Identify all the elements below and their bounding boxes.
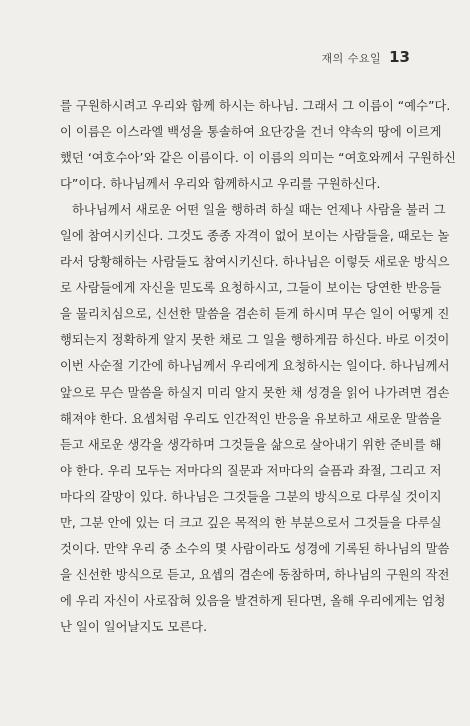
text-line: 해져야 한다. 요셉처럼 우리도 인간적인 반응을 유보하고 새로운 말씀을 [60, 411, 442, 426]
text-line: 했던 ‘여호수아’와 같은 이름이다. 이 이름의 의미는 “여호와께서 구원하신 [60, 151, 456, 166]
text-line: 것이다. 만약 우리 중 소수의 몇 사람이라도 성경에 기록된 하나님의 말씀 [60, 541, 450, 556]
text-line: 난 일이 일어날지도 모른다. [60, 619, 208, 634]
text-line: 일에 참여시키신다. 그것도 종종 자격이 없어 보이는 사람들을, 때로는 놀 [60, 229, 450, 244]
text-line: 로 사람들에게 자신을 믿도록 요청하시고, 그들이 보이는 당연한 반응들 [60, 281, 442, 296]
text-line: 라서 당황해하는 사람들도 참여시키신다. 하나님은 이렇듯 새로운 방식으 [60, 255, 450, 270]
text-line: 야 한다. 우리 모두는 저마다의 질문과 저마다의 슬픔과 좌절, 그리고 저 [60, 463, 442, 478]
text-line: 듣고 새로운 생각을 생각하며 그것들을 삶으로 살아내기 위한 준비를 해 [60, 437, 442, 452]
text-line: 를 구원하시려고 우리와 함께 하시는 하나님. 그래서 그 이름이 “예수”다. [60, 99, 451, 113]
text-line: 을 신선한 방식으로 듣고, 요셉의 겸손에 동참하며, 하나님의 구원의 작전 [60, 567, 450, 582]
running-header [321, 48, 410, 66]
chapter-title: 재의 수요일 [321, 52, 382, 65]
text-line: 이 이름은 이스라엘 백성을 통솔하여 요단강을 건너 약속의 땅에 이르게 [60, 125, 442, 140]
text-line: 앞으로 무슨 말씀을 하실지 미리 알지 못한 채 성경을 읽어 나가려면 겸손 [60, 385, 450, 400]
text-line: 을 물리치심으로, 신선한 말씀을 겸손히 듣게 하시며 무슨 일이 어떻게 진 [60, 307, 450, 322]
text-line: 다”이다. 하나님께서 우리와 함께하시고 우리를 구원하신다. [60, 177, 381, 192]
page-number: 13 [389, 48, 410, 66]
paragraph-start-line: 하나님께서 새로운 어떤 일을 행하려 하실 때는 언제나 사람을 불러 그 [72, 203, 446, 218]
body-text [60, 93, 456, 640]
text-line: 만, 그분 안에 있는 더 크고 깊은 목적의 한 부분으로서 그것들을 다루실 [60, 515, 442, 530]
text-line: 에 우리 자신이 사로잡혀 있음을 발견하게 된다면, 올해 우리에게는 엄청 [60, 593, 446, 608]
text-line: 행되는지 정확하게 알지 못한 채로 그 일을 행하게끔 하신다. 바로 이것이 [60, 333, 450, 348]
text-line: 이번 사순절 기간에 하나님께서 우리에게 요청하시는 일이다. 하나님께서 [60, 359, 450, 374]
text-line: 마다의 갈망이 있다. 하나님은 그것들을 그분의 방식으로 다루실 것이지 [60, 489, 442, 504]
